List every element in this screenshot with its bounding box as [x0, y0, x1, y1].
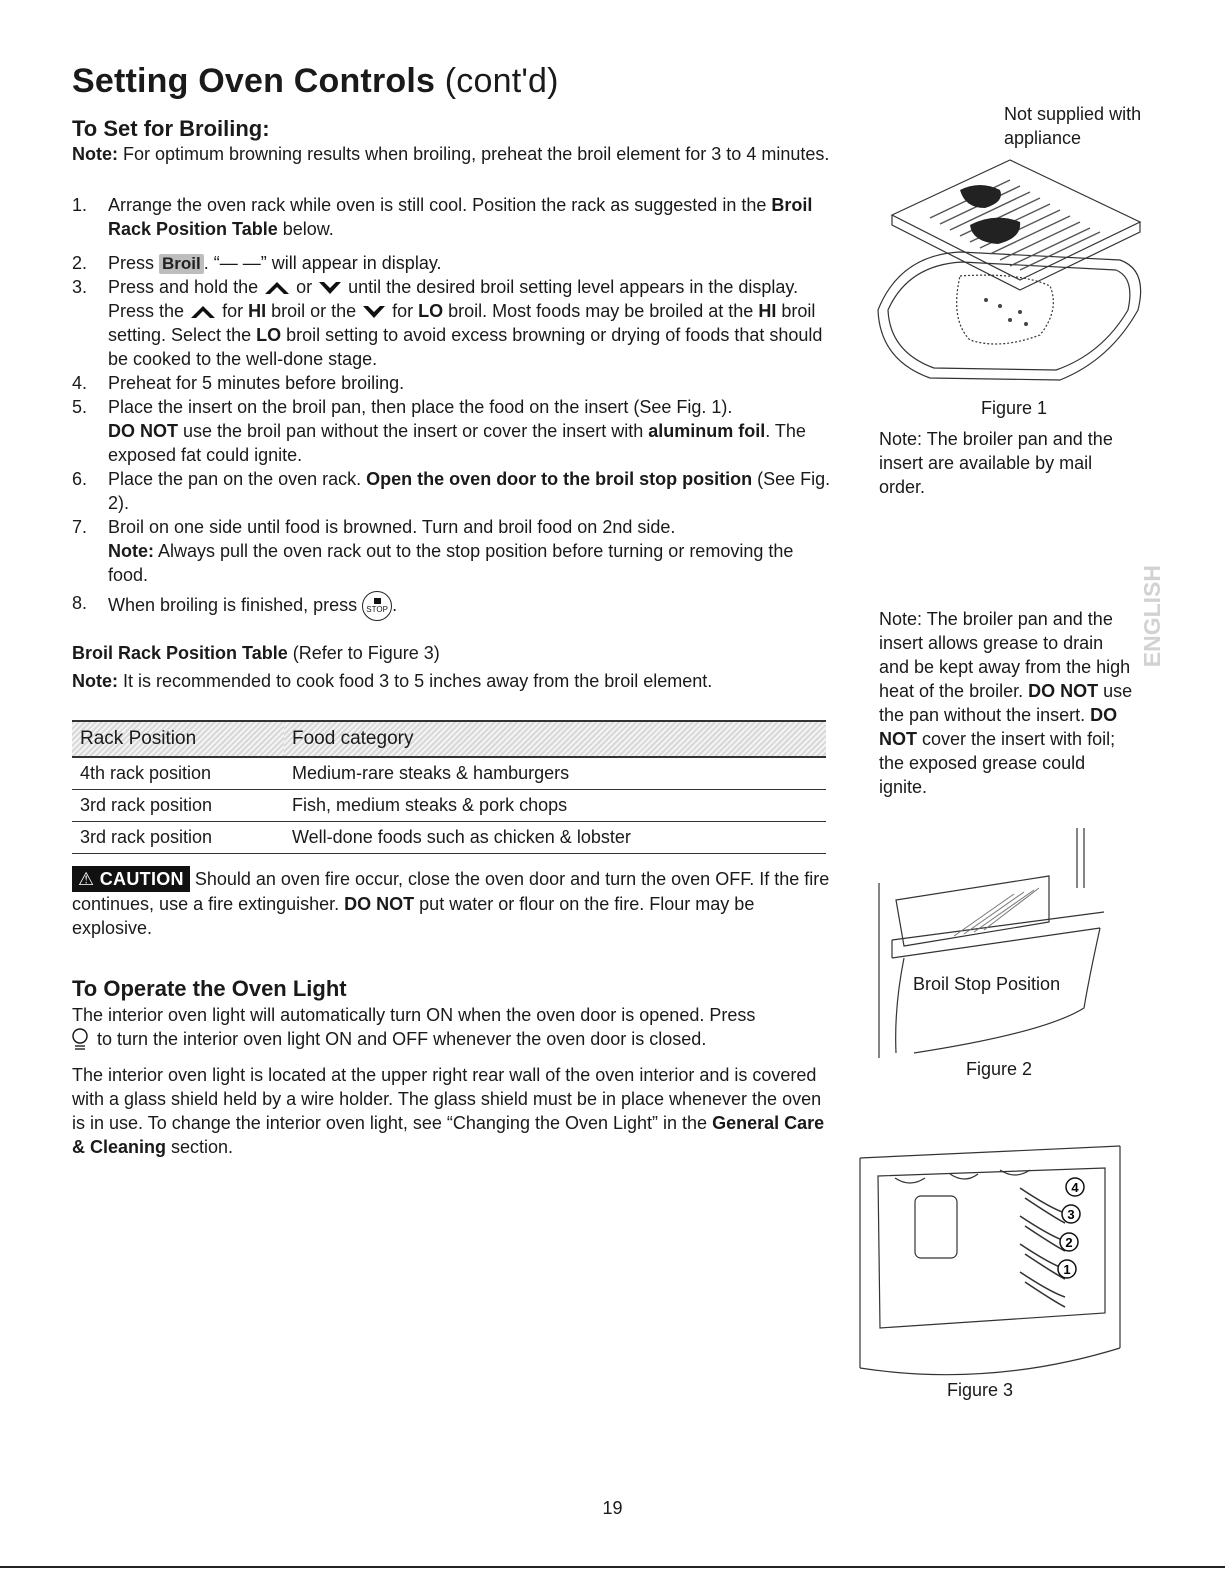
caution-paragraph: [72, 866, 837, 940]
page-title-main: Setting Oven Controls: [72, 62, 436, 100]
page-title: [72, 62, 559, 101]
table-header-row: [72, 721, 826, 757]
step-7: [72, 515, 832, 587]
step-text: for: [222, 301, 249, 321]
up-arrow-icon: [189, 304, 217, 320]
caution-label: CAUTION: [99, 869, 184, 889]
table-intro-text: (Refer to Figure 3): [287, 643, 440, 663]
table-cell: 3rd rack position: [72, 790, 284, 822]
broiling-note: [72, 142, 832, 166]
step-8: [72, 591, 832, 621]
figure-1-caption: Figure 1: [981, 398, 1048, 418]
warning-triangle-icon: ⚠: [78, 869, 95, 889]
table-cell: Well-done foods such as chicken & lobster: [284, 822, 826, 854]
oven-interior-illustration: [850, 1138, 1132, 1390]
step-text: Press: [108, 253, 160, 273]
step-3: [72, 275, 832, 371]
step-number: 7.: [72, 517, 88, 537]
page-number: 19: [602, 1498, 623, 1518]
step-text: use the broil pan without the insert or cover the insert with: [178, 421, 649, 441]
up-arrow-icon: [263, 280, 291, 296]
step-text: . “— —” will appear in display.: [203, 253, 442, 273]
sidebar-note-bold: DO NOT: [1028, 681, 1099, 701]
rack-number-3: 3: [1067, 1207, 1075, 1222]
broiling-note-label: Note:: [72, 144, 118, 164]
step-text: broil. Most foods may be broiled at the: [443, 301, 759, 321]
step-text: Broil on one side until food is browned. Turn and broil food on 2nd side.: [108, 517, 676, 537]
step-1: [72, 193, 832, 241]
step-text: broil setting. Select the: [108, 301, 816, 345]
caution-text: put water or flour on the fire. Flour may be explosive.: [72, 894, 755, 938]
step-bold: Open the oven door to the broil stop position: [366, 469, 753, 489]
broil-stop-label: Broil Stop Position: [913, 974, 1061, 994]
step-number: 8.: [72, 593, 88, 613]
step-number: 2.: [72, 253, 88, 273]
broiling-note-text: For optimum browning results when broiling, preheat the broil element for 3 to 4 minutes.: [118, 144, 830, 164]
step-text: .: [392, 594, 398, 615]
stop-button-icon: [362, 591, 392, 621]
sidebar-note-text: Note: The broiler pan and the insert allows grease to drain and be kept away from the high heat of the broiler.: [879, 609, 1131, 701]
caution-badge: [72, 866, 190, 892]
step-text: Always pull the oven rack out to the stop position before turning or removing the food.: [108, 541, 794, 585]
step-text: for: [392, 301, 419, 321]
broil-stop-door-illustration: [874, 828, 1094, 1060]
step-text: or: [296, 277, 318, 297]
down-arrow-icon: [317, 280, 343, 296]
step-text: (See Fig. 2).: [108, 469, 831, 513]
lo-label: LO: [256, 325, 282, 345]
step-text: Place the pan on the oven rack.: [108, 469, 367, 489]
step-number: 5.: [72, 397, 88, 417]
step-number: 3.: [72, 277, 88, 297]
step-note-label: Note:: [108, 541, 154, 561]
table-intro: [72, 641, 440, 665]
step-text: below.: [277, 219, 334, 239]
table-cell: Fish, medium steaks & pork chops: [284, 790, 826, 822]
table-intro-label: Broil Rack Position Table: [72, 643, 288, 663]
caution-text: Should an oven fire occur, close the oven door and turn the oven OFF. If the fire continues, use a fire extinguisher.: [72, 869, 830, 914]
broil-key-icon: Broil: [159, 254, 204, 274]
step-number: 6.: [72, 469, 88, 489]
stop-label: STOP: [366, 605, 388, 614]
step-number: 4.: [72, 373, 88, 393]
down-arrow-icon: [361, 304, 387, 320]
oven-light-text: The interior oven light is located at the upper right rear wall of the oven interior and is covered with a glass shield held by a wire holder. The glass shield must be in place whenever the oven is in use. To change the interior oven light, see “Changing the Oven Light” in the: [72, 1065, 822, 1133]
rack-number-4: 4: [1071, 1180, 1079, 1195]
caution-bold: DO NOT: [344, 894, 415, 914]
broil-rack-table: [72, 720, 826, 854]
table-header: Rack Position: [72, 721, 284, 757]
oven-light-text: The interior oven light will automatically turn ON when the oven door is opened. Press: [72, 1005, 756, 1025]
step-bold: DO NOT: [108, 421, 178, 441]
step-text: Arrange the oven rack while oven is still cool. Position the rack as suggested in the: [108, 195, 772, 215]
sidebar-note-text: cover the insert with foil; the exposed grease could ignite.: [879, 729, 1116, 797]
figure-2-caption: Figure 2: [966, 1059, 1033, 1079]
step-5: [72, 395, 832, 467]
step-2: [72, 251, 832, 275]
english-side-tab: ENGLISH: [1139, 565, 1165, 668]
table-cell: 4th rack position: [72, 757, 284, 790]
sidebar-note-text: use the pan without the insert.: [879, 681, 1133, 725]
step-6: [72, 467, 832, 515]
sidebar-note-1: Note: The broiler pan and the insert are available by mail order.: [879, 429, 1113, 497]
step-text: until the desired broil setting level appears in the display. Press the: [108, 277, 799, 321]
step-number: 1.: [72, 195, 88, 215]
step-text: broil or the: [266, 301, 362, 321]
sidebar-note-2: [879, 607, 1133, 799]
page-title-suffix: (cont'd): [435, 62, 559, 100]
table-row: [72, 757, 826, 790]
table-cell: 3rd rack position: [72, 822, 284, 854]
step-text: Preheat for 5 minutes before broiling.: [108, 373, 405, 393]
step-text: When broiling is finished, press: [108, 594, 363, 615]
broiler-pan-illustration: [870, 160, 1150, 400]
table-header: Food category: [284, 721, 826, 757]
oven-light-p1: [72, 1003, 832, 1052]
oven-light-heading: To Operate the Oven Light: [72, 976, 347, 1001]
not-supplied-label: Not supplied with appliance: [1004, 104, 1142, 148]
step-text: broil setting to avoid excess browning or drying of foods that should be cooked to the well-done stage.: [108, 325, 823, 369]
table-note: [72, 669, 712, 693]
step-text: . The exposed fat could ignite.: [108, 421, 806, 465]
hi-label: HI: [758, 301, 777, 321]
light-bulb-icon: [72, 1028, 92, 1052]
hi-label: HI: [248, 301, 267, 321]
rack-number-1: 1: [1063, 1262, 1071, 1277]
table-cell: Medium-rare steaks & hamburgers: [284, 757, 826, 790]
step-bold: Broil Rack Position Table: [108, 195, 813, 239]
rack-position-markers: [1058, 1178, 1084, 1278]
broiling-heading: To Set for Broiling:: [72, 116, 270, 141]
broiling-steps: [72, 193, 832, 621]
table-note-text: It is recommended to cook food 3 to 5 inches away from the broil element.: [118, 671, 713, 691]
table-note-label: Note:: [72, 671, 118, 691]
table-row: [72, 790, 826, 822]
sidebar-note-bold: DO NOT: [879, 705, 1118, 749]
oven-light-p2: [72, 1063, 832, 1159]
table-row: [72, 822, 826, 854]
bottom-rule: [0, 1566, 1225, 1568]
step-bold: aluminum foil: [648, 421, 766, 441]
rack-number-2: 2: [1065, 1235, 1073, 1250]
oven-light-text: section.: [166, 1137, 234, 1157]
lo-label: LO: [418, 301, 444, 321]
step-4: [72, 371, 832, 395]
oven-light-text: to turn the interior oven light ON and OFF whenever the oven door is closed.: [92, 1029, 707, 1049]
step-text: Place the insert on the broil pan, then place the food on the insert (See Fig. 1).: [108, 397, 733, 417]
figure-3-caption: Figure 3: [947, 1380, 1014, 1400]
step-text: Press and hold the: [108, 277, 264, 297]
oven-light-bold: General Care & Cleaning: [72, 1113, 825, 1157]
